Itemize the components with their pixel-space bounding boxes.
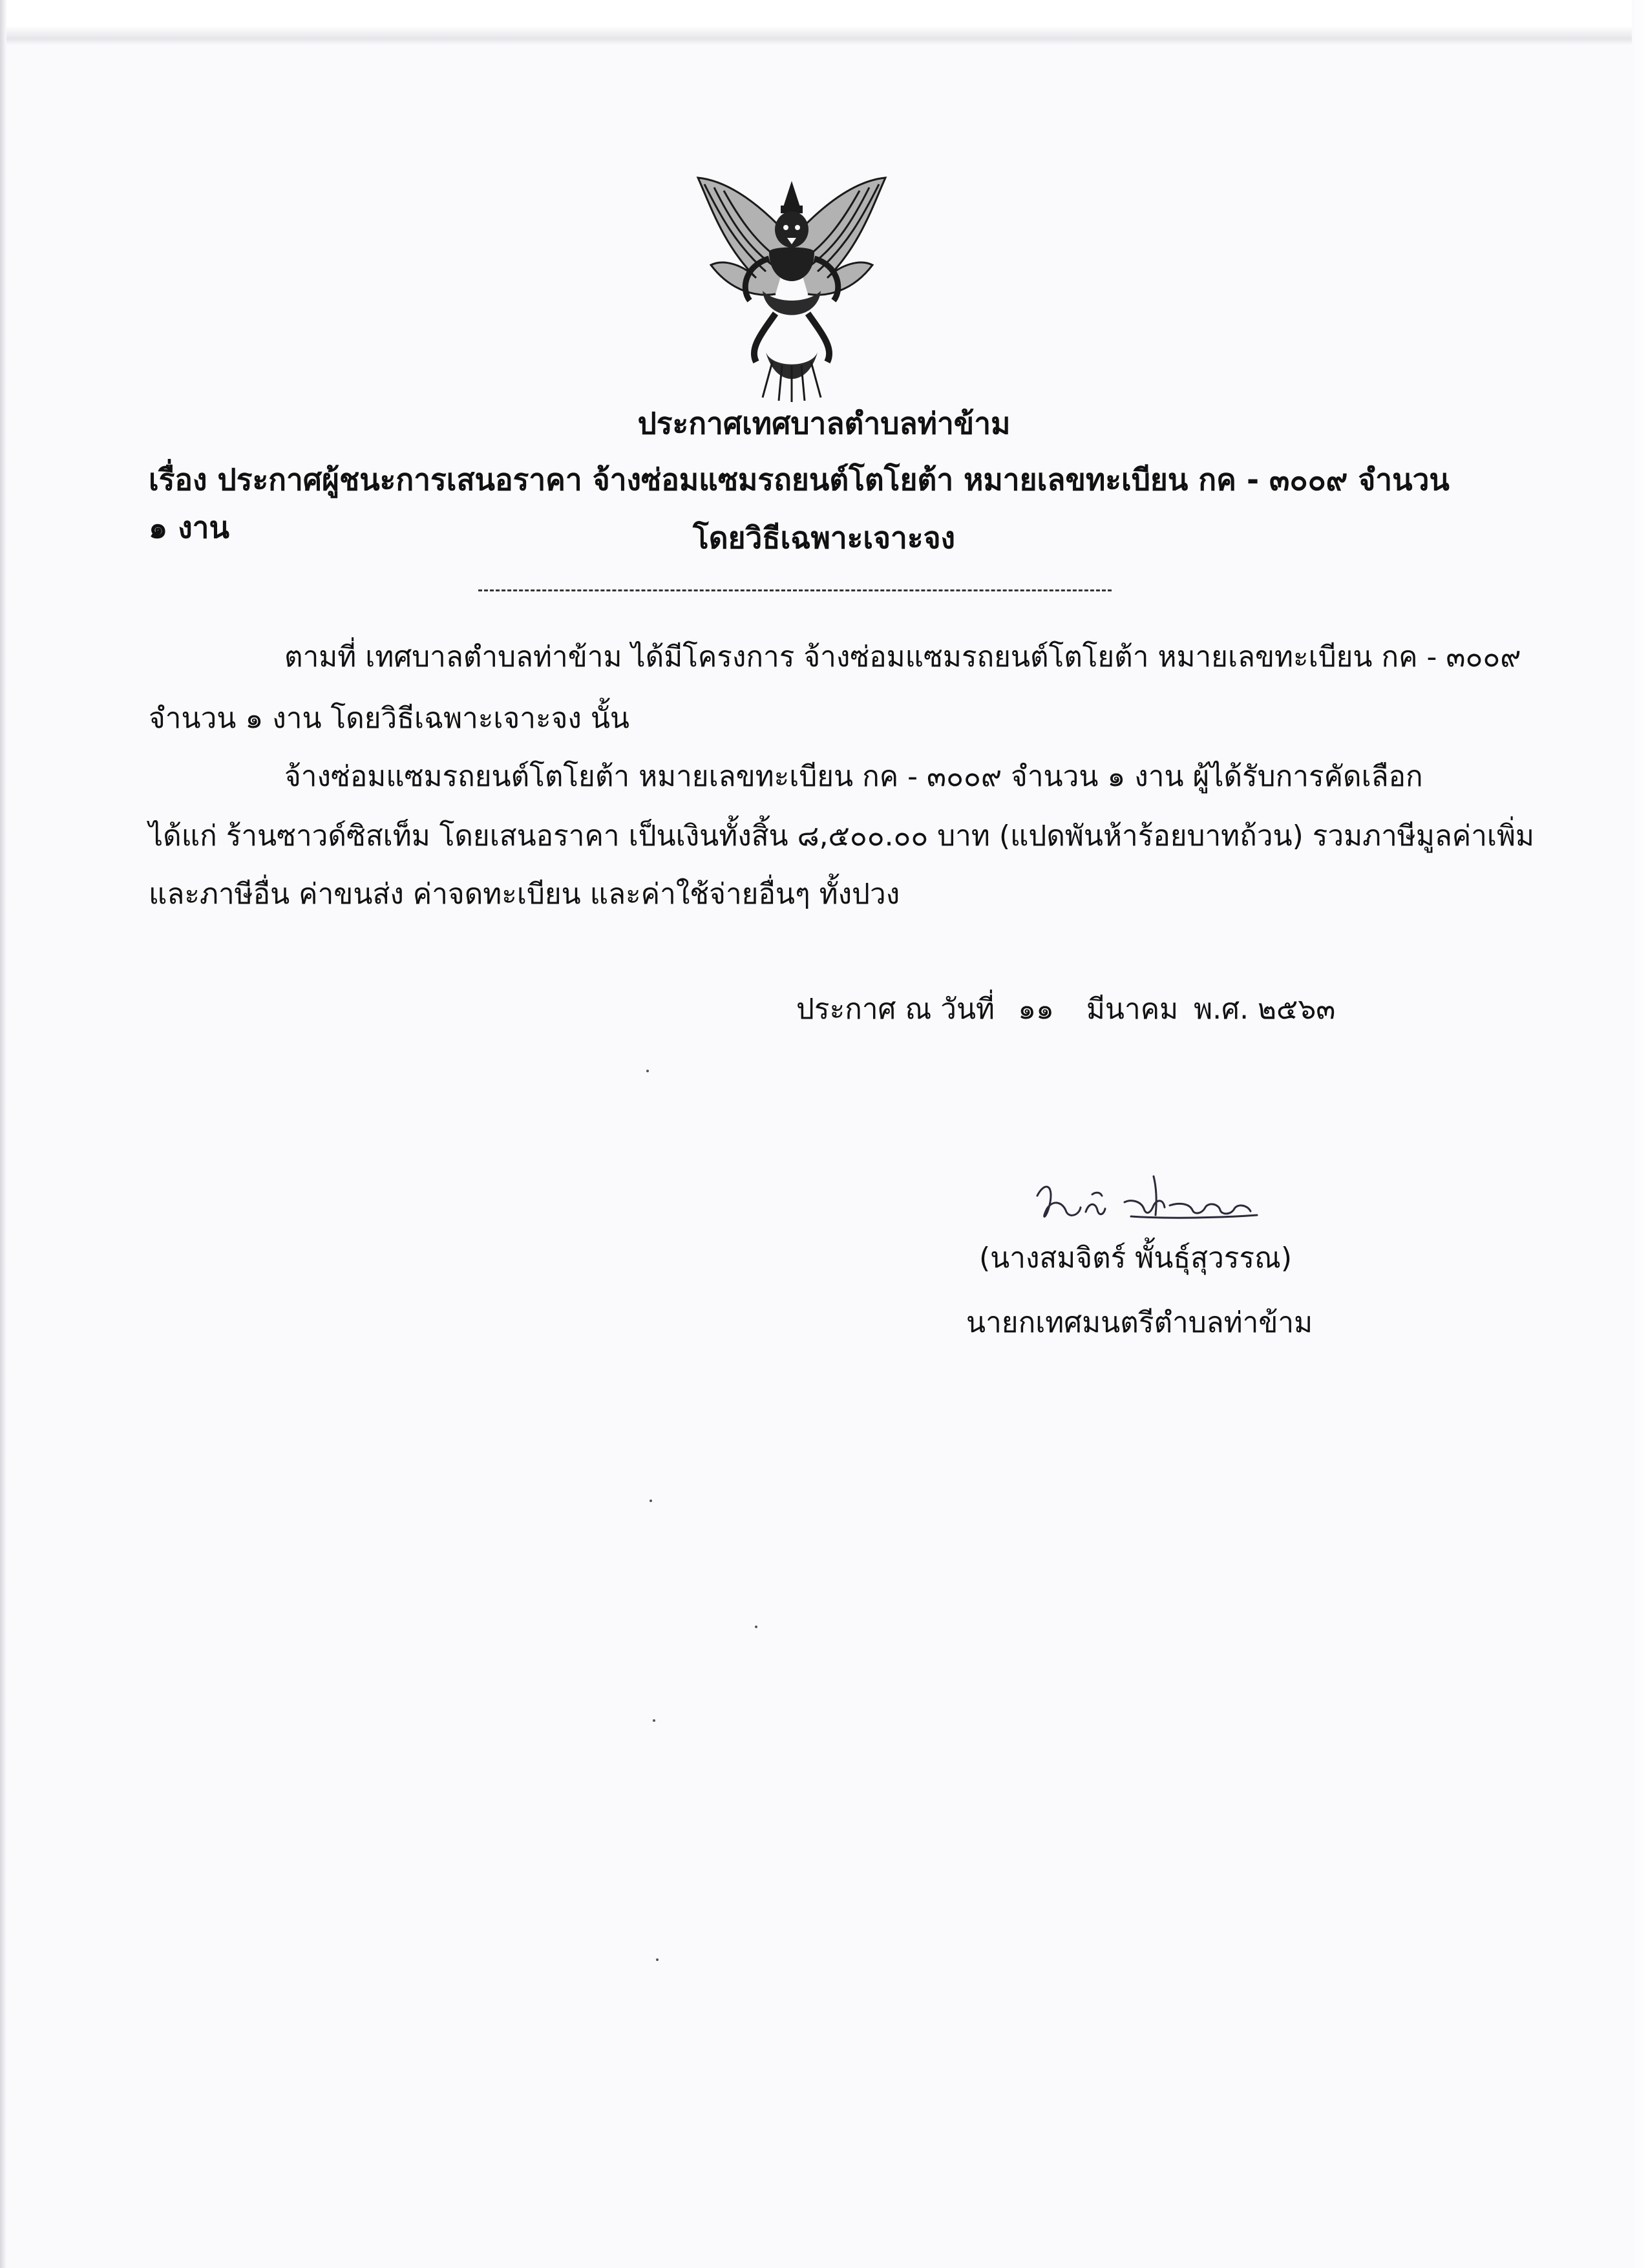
scan-speck: [755, 1626, 757, 1628]
signer-position: นายกเทศมนตรีตำบลท่าข้าม: [966, 1306, 1313, 1339]
garuda-emblem-icon: [685, 168, 898, 407]
paragraph-2-line-2: ได้แก่ ร้านซาวด์ซิสเท็ม โดยเสนอราคา เป็นเงินทั้งสิ้น ๘,๕๐๐.๐๐ บาท (แปดพันห้าร้อยบาทถ้วน) รวมภาษีมูลค่าเพิ่ม: [149, 820, 1534, 853]
signer-name: (นางสมจิตร์ พั้นธุ์สุวรรณ): [979, 1242, 1293, 1275]
paragraph-1-line-1: ตามที่ เทศบาลตำบลท่าข้าม ได้มีโครงการ จ้างซ่อมแซมรถยนต์โตโยต้า หมายเลขทะเบียน กค - ๓๐๐๙: [284, 641, 1521, 673]
date-month: มีนาคม: [1086, 993, 1179, 1026]
date-prefix: ประกาศ ณ วันที่: [796, 993, 995, 1026]
scan-speck: [646, 1070, 649, 1072]
divider-line: [478, 589, 1112, 591]
paragraph-2-line-3: และภาษีอื่น ค่าขนส่ง ค่าจดทะเบียน และค่าใช้จ่ายอื่นๆ ทั้งปวง: [149, 878, 900, 911]
scan-edge-left: [0, 0, 6, 2268]
document-method: โดยวิธีเฉพาะเจาะจง: [693, 520, 955, 555]
scan-edge-top: [0, 0, 1648, 45]
scan-speck: [653, 1719, 655, 1722]
scan-edge-right: [1632, 0, 1648, 2268]
announcement-date: [796, 986, 1335, 1033]
scan-speck: [656, 1958, 659, 1961]
date-year: พ.ศ. ๒๕๖๓: [1194, 993, 1336, 1026]
paragraph-1-line-2: จำนวน ๑ งาน โดยวิธีเฉพาะเจาะจง นั้น: [149, 702, 629, 735]
date-day: ๑๑: [1018, 993, 1054, 1026]
document-title: ประกาศเทศบาลตำบลท่าข้าม: [637, 406, 1011, 441]
document-subject: เรื่อง ประกาศผู้ชนะการเสนอราคา จ้างซ่อมแซมรถยนต์โตโยต้า หมายเลขทะเบียน กค - ๓๐๐๙ จำนวน ๑ งาน: [149, 462, 1450, 545]
scan-speck: [650, 1500, 652, 1502]
paragraph-2-line-1: จ้างซ่อมแซมรถยนต์โตโยต้า หมายเลขทะเบียน กค - ๓๐๐๙ จำนวน ๑ งาน ผู้ได้รับการคัดเลือก: [284, 760, 1423, 793]
